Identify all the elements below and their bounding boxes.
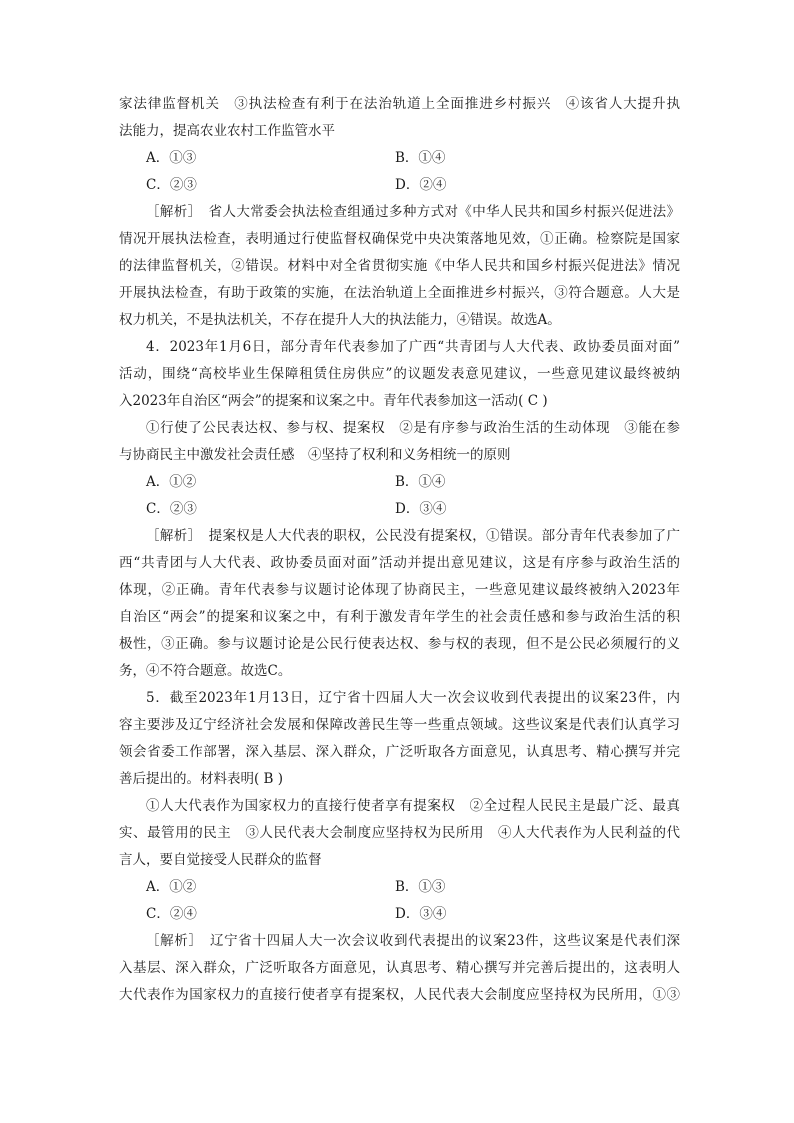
q5-statement-line: 言人，要自觉接受人民群众的监督 [119, 852, 322, 868]
q4-option-c: C．②③ [146, 501, 197, 517]
q3-option-c: C．②③ [146, 177, 197, 193]
q5-options-row [119, 874, 680, 901]
q3-option-b: B．①④ [395, 150, 446, 166]
q4-option-d: D．③④ [395, 501, 447, 517]
q5-stem-line: 容主要涉及辽宁经济社会发展和保障改善民生等一些重点领域。这些议案是代表们认真学习 [119, 717, 680, 733]
question-4 [119, 334, 680, 685]
q5-option-b: B．①③ [395, 879, 446, 895]
q5-option-d: D．③④ [395, 906, 447, 922]
q5-stem-line: 善后提出的。材料表明( B ) [119, 771, 284, 787]
q5-stem-line: 领会省委工作部署，深入基层、深入群众，广泛听取各方面意见，认真思考、精心撰写并完 [119, 744, 680, 760]
q5-analysis-line: ［解析］ 辽宁省十四届人大一次会议收到代表提出的议案23件，这些议案是代表们深 [146, 933, 680, 949]
q3-option-a: A．①③ [146, 150, 197, 166]
q4-analysis-line: 务，④不符合题意。故选C。 [119, 663, 292, 679]
q3-analysis-line: 开展执法检查，有助于政策的实施，在法治轨道上全面推进乡村振兴，③符合题意。人大是 [119, 285, 680, 301]
q4-analysis-line: 体现，②正确。青年代表参与议题讨论体现了协商民主，一些意见建议最终被纳入2023年 [119, 582, 680, 598]
q4-analysis-line: ［解析］ 提案权是人大代表的职权，公民没有提案权，①错误。部分青年代表参加了广 [146, 528, 680, 544]
question-5 [119, 685, 680, 1009]
q4-option-a: A．①② [146, 474, 197, 490]
q3-stem-line: 家法律监督机关 ③执法检查有利于在法治轨道上全面推进乡村振兴 ④该省人大提升执 [119, 96, 680, 112]
q5-option-a: A．①② [146, 879, 197, 895]
q4-statement-line: ①行使了公民表达权、参与权、提案权 ②是有序参与政治生活的生动体现 ③能在参 [146, 420, 680, 436]
q3-option-d: D．②④ [395, 177, 447, 193]
q4-option-b: B．①④ [395, 474, 446, 490]
q3-analysis-line: 权力机关，不是执法机关，不存在提升人大的执法能力，④错误。故选A。 [119, 312, 561, 328]
document-page [119, 91, 680, 1009]
q5-analysis-line: 入基层、深入群众，广泛听取各方面意见，认真思考、精心撰写并完善后提出的，这表明人 [119, 960, 680, 976]
q4-analysis-line: 自治区“两会”的提案和议案之中，有利于激发青年学生的社会责任感和参与政治生活的积 [119, 609, 680, 625]
q3-stem-line: 法能力，提高农业农村工作监管水平 [119, 123, 335, 139]
q5-statement-line: ①人大代表作为国家权力的直接行使者享有提案权 ②全过程人民民主是最广泛、最真 [146, 798, 680, 814]
question-3 [119, 91, 680, 334]
q3-analysis-line: ［解析］ 省人大常委会执法检查组通过多种方式对《中华人民共和国乡村振兴促进法》 [146, 204, 680, 220]
q4-options-row [119, 469, 680, 496]
q5-stem-line: 5．截至2023年1月13日，辽宁省十四届人大一次会议收到代表提出的议案23件，内 [146, 690, 680, 706]
q4-stem-line: 活动，围绕“高校毕业生保障租赁住房供应”的议题发表意见建议，一些意见建议最终被纳 [119, 366, 680, 382]
q3-options-row [119, 145, 680, 172]
q4-analysis-line: 西“共青团与人大代表、政协委员面对面”活动并提出意见建议，这是有序参与政治生活的 [119, 555, 680, 571]
q4-analysis-line: 极性，③正确。参与议题讨论是公民行使表达权、参与权的表现，但不是公民必须履行的义 [119, 636, 680, 652]
q5-options-row [119, 901, 680, 928]
q3-analysis-line: 情况开展执法检查，表明通过行使监督权确保党中央决策落地见效，①正确。检察院是国家 [119, 231, 680, 247]
q5-statement-line: 实、最管用的民主 ③人民代表大会制度应坚持权为民所用 ④人大代表作为人民利益的代 [119, 825, 680, 841]
q3-options-row [119, 172, 680, 199]
q4-options-row [119, 496, 680, 523]
q3-analysis-line: 的法律监督机关，②错误。材料中对全省贯彻实施《中华人民共和国乡村振兴促进法》情况 [119, 258, 680, 274]
q4-stem-line: 入2023年自治区“两会”的提案和议案之中。青年代表参加这一活动( C ) [119, 393, 548, 409]
q5-option-c: C．②④ [146, 906, 197, 922]
q4-stem-line: 4．2023年1月6日，部分青年代表参加了广西“共青团与人大代表、政协委员面对面” [146, 339, 680, 355]
q4-statement-line: 与协商民主中激发社会责任感 ④坚持了权利和义务相统一的原则 [119, 447, 511, 463]
q5-analysis-line: 大代表作为国家权力的直接行使者享有提案权，人民代表大会制度应坚持权为民所用，①③ [119, 987, 680, 1003]
